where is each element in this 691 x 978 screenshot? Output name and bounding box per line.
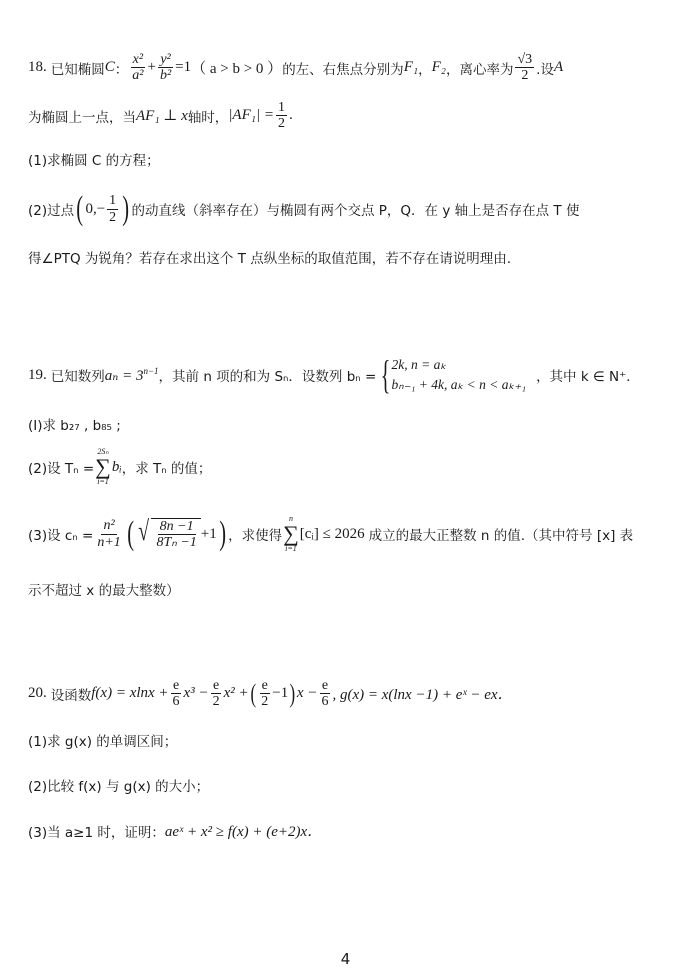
- q18-line2-end: .: [288, 107, 293, 124]
- q18-part2: (2)过点 ( 0,− $\frac{1}{2}$ ) 的动直线（斜率存在）与椭圆有两个交点 P，Q．在 y 轴上是否存在点 T 使: [28, 190, 580, 227]
- q19-part3: (3)设 cₙ = $\frac{\text{n²}}{n+1}$ ( √ $\frac{8n -1}{\text{8Tₙ −1}}$ +1 ) ，求使得 n ∑ i=1 [cᵢ] ≤ 2026 成立的最大正整数 n 的值.（其中符号 [x] 表: [28, 514, 634, 553]
- q19-an-expr: $a_n = 3^{n-1}$: [104, 365, 159, 384]
- q18-focus-f1: F₁: [403, 59, 419, 76]
- q18-number: 18.: [28, 59, 47, 76]
- q20-term1-coef: $\frac{e}{6}$: [172, 678, 180, 710]
- q18-stem-line1: 18. 已知椭圆 C ： $\frac{\text{x²}}{\text{a²}}$ + $\frac{\text{y²}}{\text{b²}}$ =1 （ a > b > 0 ） 的左、右焦点分别为 F₁ ， F₂ ，离心率为 $\frac{√3}{2}$ .设 A: [28, 52, 564, 84]
- q18-point-y: $\frac{1}{2}$: [109, 193, 117, 225]
- q19-part2-sum: 2Sₙ ∑ i=1: [95, 447, 111, 486]
- q20-term1-var: x³ −: [183, 685, 209, 702]
- q18-curve-name: C: [104, 59, 115, 76]
- q18-sep: ，: [418, 61, 432, 78]
- q18-point-x: 0,−: [85, 200, 106, 217]
- q20-stem: 20. 设函数 f(x) = xlnx + $\frac{e}{6}$ x³ − $\frac{e}{2}$ x² + ( $\frac{e}{2}$ −1 ) x − $\frac{e}{6}$ , g(x) = x(lnx −1) + eˣ − ex．: [28, 678, 513, 710]
- q18-colon: ：: [114, 61, 129, 78]
- q18-perp-expr: AF₁ ⊥ x: [136, 108, 188, 125]
- q20-term3-tail: −1: [272, 685, 289, 702]
- q19-case1: 2k, n = aₖ: [391, 357, 447, 372]
- q18-part2-line2: 得∠PTQ 为锐角？若存在求出这个 T 点纵坐标的取值范围，若不存在请说明理由.: [28, 251, 512, 267]
- q20-f-lhs: f(x) = xlnx +: [91, 685, 169, 702]
- q19-stem: [28, 352, 640, 398]
- q18-abs-value: $\frac{1}{2}$: [277, 100, 285, 132]
- q20-term4-coef: $\frac{e}{6}$: [321, 678, 329, 710]
- q18-stem-line2: [28, 100, 293, 132]
- q20-term3-coef: $\frac{e}{2}$: [261, 678, 269, 710]
- q20-term2-var: x² +: [223, 685, 249, 702]
- q18-point-a: A: [553, 59, 564, 76]
- q19-part2-sum-body: bᵢ: [111, 458, 122, 475]
- q20-part3-expr: aeˣ + x² ≥ f(x) + (e+2)x．: [164, 824, 323, 840]
- q20-g-def: , g(x) = x(lnx −1) + eˣ − ex．: [332, 687, 513, 704]
- q19-sqrt: √ $\frac{8n -1}{\text{8Tₙ −1}}$: [136, 518, 201, 551]
- q19-piecewise: { 2k, n = aₖ bₙ₋₁ + 4k, aₖ < n < aₖ₊₁: [381, 352, 527, 398]
- q19-stem-mid: ，其前 n 项的和为 Sₙ．设数列 bₙ =: [158, 369, 377, 386]
- q19-stem-prefix: 已知数列: [50, 369, 105, 386]
- q18-stem-mid: 的左、右焦点分别为: [282, 61, 404, 78]
- q19-cn-frac: $\frac{\text{n²}}{n+1}$: [97, 518, 121, 550]
- q20-stem-prefix: 设函数: [50, 687, 92, 704]
- q18-condition: （ a > b > 0 ）: [191, 61, 283, 78]
- q18-line2-prefix: 为椭圆上一点，当: [28, 109, 136, 126]
- q18-part1: (1)求椭圆 C 的方程；: [28, 153, 160, 169]
- q19-case2: bₙ₋₁ + 4k, aₖ < n < aₖ₊₁: [391, 377, 527, 393]
- q19-part2-end: ，求 Tₙ 的值；: [121, 461, 212, 477]
- q20-term3-var: x −: [296, 685, 318, 702]
- q20-part2: (2)比较 f(x) 与 g(x) 的大小；: [28, 779, 210, 795]
- q19-part1: (I)求 b₂₇ , b₈₅ ;: [28, 418, 121, 434]
- q18-part2-text: 的动直线（斜率存在）与椭圆有两个交点 P，Q．在 y 轴上是否存在点 T 使: [131, 203, 580, 219]
- q19-number: 19.: [28, 366, 47, 383]
- q19-part2-prefix: (2)设 Tₙ =: [28, 461, 95, 477]
- q19-part3-line2: 示不超过 x 的最大整数）: [28, 583, 180, 599]
- q18-ecc-label: ，离心率为: [445, 61, 514, 78]
- q18-frac-x: $\frac{\text{x²}}{\text{a²}}$: [132, 52, 144, 84]
- q18-eccentricity: $\frac{√3}{2}$: [517, 52, 533, 84]
- page-number: 4: [340, 950, 351, 968]
- q19-part3-sum: n ∑ i=1: [283, 514, 299, 553]
- q20-part3: [28, 820, 322, 841]
- q20-number: 20.: [28, 685, 47, 702]
- q18-stem-prefix: 已知椭圆: [50, 61, 105, 78]
- q19-part3-sum-body: [cᵢ] ≤ 2026: [299, 525, 365, 542]
- q18-abs-expr: |AF₁| =: [228, 107, 274, 124]
- q19-part3-plus: +1: [200, 525, 217, 542]
- q20-part1: (1)求 g(x) 的单调区间；: [28, 734, 178, 750]
- q19-part3-mid: ，求使得: [228, 528, 283, 544]
- q18-stem-end: .设: [536, 61, 554, 78]
- q20-term2-coef: $\frac{e}{2}$: [212, 678, 220, 710]
- q19-part2: [28, 448, 211, 486]
- q18-eq-rhs: =1: [175, 59, 192, 76]
- q18-part2-prefix: (2)过点: [28, 203, 75, 219]
- q18-frac-y: $\frac{\text{y²}}{\text{b²}}$: [159, 52, 172, 84]
- q19-part3-prefix: (3)设 cₙ =: [28, 528, 94, 544]
- q18-focus-f2: F₂: [431, 59, 446, 76]
- q18-line2-mid: 轴时，: [187, 109, 229, 126]
- q19-stem-end: ，其中 k ∈ N⁺．: [536, 369, 640, 386]
- q19-part3-end: 成立的最大正整数 n 的值.（其中符号 [x] 表: [368, 528, 634, 544]
- q20-part3-prefix: (3)当 a≥1 时，证明：: [28, 824, 165, 841]
